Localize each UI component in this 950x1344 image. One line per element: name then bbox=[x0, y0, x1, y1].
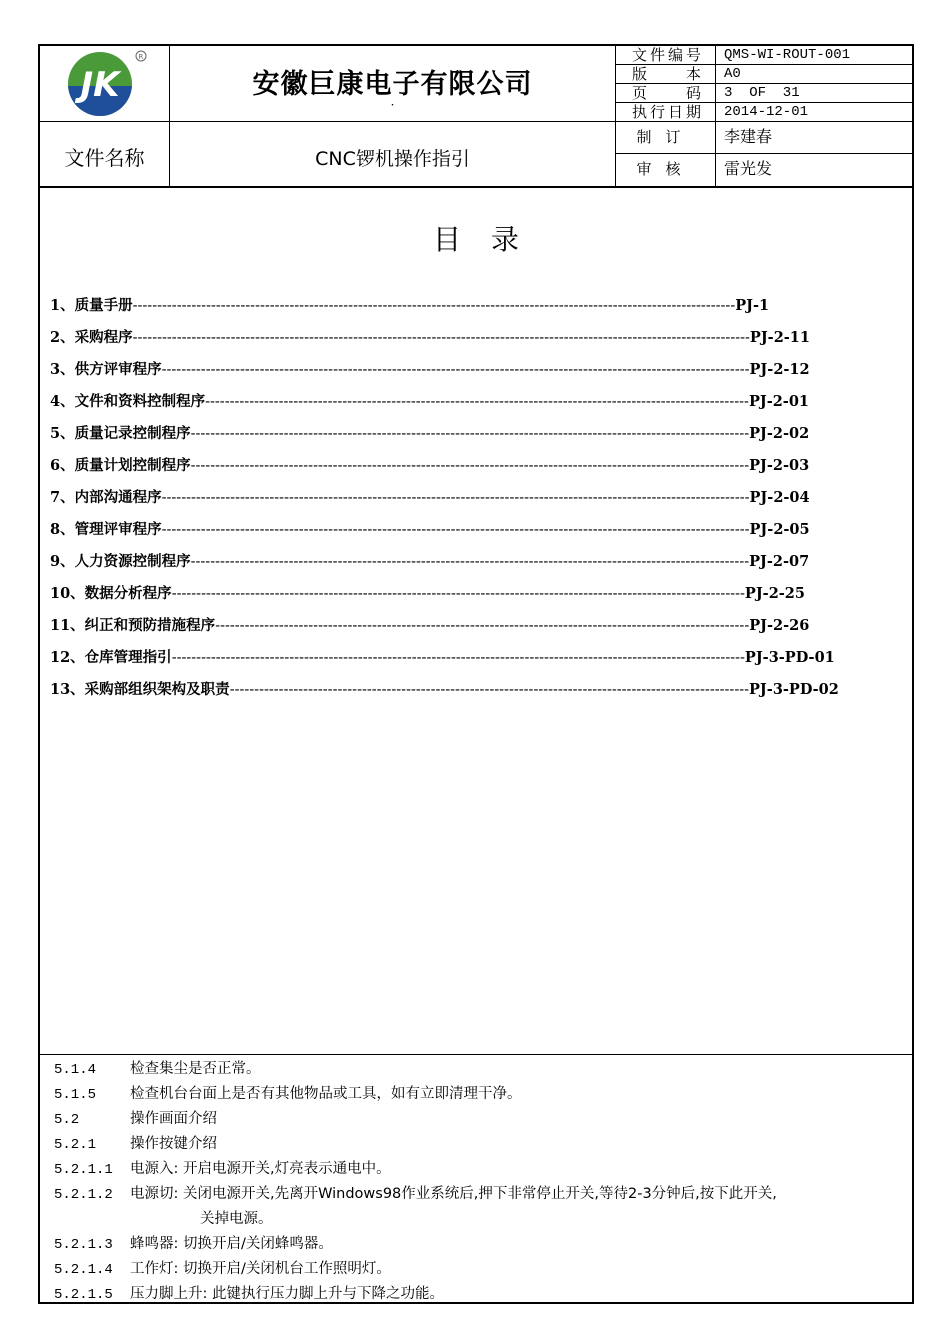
header-divider bbox=[40, 186, 912, 188]
toc-leader: --------------------------------------------------------------------------------------------------------------------------- bbox=[132, 298, 736, 314]
toc-item-label: 7、内部沟通程序 bbox=[50, 489, 162, 506]
meta-value: 2014-12-01 bbox=[724, 104, 809, 120]
toc-item[interactable] bbox=[50, 390, 809, 411]
body-paragraph bbox=[54, 1235, 333, 1254]
meta-value: A0 bbox=[724, 66, 741, 82]
paragraph-continuation: 关掉电源。 bbox=[200, 1211, 273, 1227]
toc-item-code: PJ-1 bbox=[735, 297, 770, 314]
paragraph-text: 检查集尘是否正常。 bbox=[130, 1061, 261, 1077]
meta-label: 页码 bbox=[616, 84, 716, 102]
body-paragraph bbox=[54, 1160, 391, 1179]
toc-item-code: PJ-2-02 bbox=[749, 425, 810, 442]
toc-leader: ------------------------------------------------------------------------------------------------------------- bbox=[215, 618, 750, 634]
toc-leader: ------------------------------------------------------------------------------------------------------------------------ bbox=[161, 490, 750, 506]
toc-leader: ------------------------------------------------------------------------------------------------------------------ bbox=[190, 458, 750, 474]
paragraph-text: 操作画面介绍 bbox=[130, 1111, 217, 1127]
paragraph-number: 5.1.4 bbox=[54, 1062, 97, 1078]
meta-value: 3 OF 31 bbox=[724, 85, 800, 101]
toc-leader: ------------------------------------------------------------------------------------------------------------------------ bbox=[161, 522, 750, 538]
body-paragraph bbox=[54, 1260, 391, 1279]
toc-leader: --------------------------------------------------------------------------------------------------------------------- bbox=[171, 586, 745, 602]
paragraph-number: 5.1.5 bbox=[54, 1087, 97, 1103]
toc-item[interactable] bbox=[50, 358, 810, 379]
toc-item[interactable] bbox=[50, 422, 809, 443]
toc-item-label: 2、采购程序 bbox=[50, 329, 133, 346]
meta-value: QMS-WI-ROUT-001 bbox=[724, 47, 851, 63]
body-paragraph bbox=[54, 1110, 217, 1129]
meta-row-doc-number bbox=[616, 46, 914, 65]
body-paragraph bbox=[54, 1060, 261, 1079]
paragraph-number: 5.2.1.3 bbox=[54, 1237, 113, 1253]
paragraph-number: 5.2.1.2 bbox=[54, 1187, 113, 1203]
toc-item[interactable] bbox=[50, 518, 810, 539]
toc-item-label: 13、采购部组织架构及职责 bbox=[50, 681, 230, 698]
body-paragraph bbox=[54, 1285, 444, 1304]
paragraph-number: 5.2.1.4 bbox=[54, 1262, 113, 1278]
sign-value: 雷光发 bbox=[724, 159, 773, 178]
company-dot: · bbox=[390, 98, 395, 112]
toc-item-code: PJ-2-01 bbox=[748, 393, 810, 410]
meta-row-version bbox=[616, 65, 914, 84]
toc-item-label: 4、文件和资料控制程序 bbox=[50, 393, 206, 410]
toc-item-label: 11、纠正和预防措施程序 bbox=[50, 617, 216, 634]
sign-label: 制订 bbox=[616, 122, 716, 153]
toc-item-code: PJ-3-PD-02 bbox=[749, 681, 839, 698]
company-logo-icon bbox=[40, 46, 170, 122]
meta-row-effective-date bbox=[616, 103, 914, 122]
toc-item-code: PJ-2-26 bbox=[749, 617, 810, 634]
toc-item-code: PJ-2-05 bbox=[749, 521, 810, 538]
toc-item[interactable] bbox=[50, 294, 769, 315]
meta-label: 执行日期 bbox=[616, 103, 716, 121]
doc-name-cell bbox=[170, 122, 616, 186]
toc-item[interactable] bbox=[50, 550, 809, 571]
toc-leader: ------------------------------------------------------------------------------------------------------------------ bbox=[190, 554, 750, 570]
toc-item[interactable] bbox=[50, 326, 810, 347]
toc-item-code: PJ-3-PD-01 bbox=[744, 649, 835, 666]
toc-item-label: 12、仓库管理指引 bbox=[50, 649, 172, 666]
paragraph-number: 5.2.1.1 bbox=[54, 1162, 113, 1178]
toc-item-code: PJ-2-12 bbox=[749, 361, 810, 378]
toc-item[interactable] bbox=[50, 486, 810, 507]
toc-item[interactable] bbox=[50, 614, 809, 635]
toc-leader: --------------------------------------------------------------------------------------------------------------- bbox=[205, 394, 749, 410]
body-paragraph bbox=[54, 1185, 777, 1204]
toc-item[interactable] bbox=[50, 678, 839, 699]
toc-title: 目录 bbox=[432, 223, 549, 256]
body-paragraph bbox=[54, 1135, 217, 1154]
doc-name: CNC锣机操作指引 bbox=[315, 148, 470, 170]
meta-label: 版本 bbox=[616, 65, 716, 83]
toc-leader: ------------------------------------------------------------------------------------------------------------------------ bbox=[161, 362, 750, 378]
logo-cell bbox=[40, 46, 170, 122]
toc-leader: ------------------------------------------------------------------------------------------------------------------------------ bbox=[132, 330, 750, 346]
toc-item-code: PJ-2-04 bbox=[749, 489, 810, 506]
toc-item-label: 5、质量记录控制程序 bbox=[50, 425, 191, 442]
toc-leader: ---------------------------------------------------------------------------------------------------------- bbox=[229, 682, 750, 698]
paragraph-text: 压力脚上升: 此键执行压力脚上升与下降之功能。 bbox=[130, 1286, 444, 1302]
svg-text:R: R bbox=[138, 53, 144, 61]
document-frame bbox=[38, 44, 914, 1304]
sign-value: 李建春 bbox=[724, 127, 773, 146]
paragraph-text: 工作灯: 切换开启/关闭机台工作照明灯。 bbox=[130, 1261, 391, 1277]
toc-leader: ------------------------------------------------------------------------------------------------------------------ bbox=[190, 426, 750, 442]
paragraph-text: 电源切: 关闭电源开关,先离开Windows98作业系统后,押下非常停止开关,等待2-3分钟后,按下此开关, bbox=[130, 1186, 777, 1202]
toc-item-label: 8、管理评审程序 bbox=[50, 521, 162, 538]
toc-item-code: PJ-2-25 bbox=[744, 585, 805, 602]
meta-label: 文件编号 bbox=[616, 46, 716, 64]
company-name: 安徽巨康电子有限公司 bbox=[252, 69, 533, 100]
doc-label: 文件名称 bbox=[64, 146, 145, 170]
toc-item-code: PJ-2-07 bbox=[749, 553, 810, 570]
toc-item[interactable] bbox=[50, 646, 835, 667]
toc-item[interactable] bbox=[50, 454, 809, 475]
sign-row-reviewed bbox=[616, 154, 914, 186]
paragraph-text: 操作按键介绍 bbox=[130, 1136, 217, 1152]
toc-item-label: 1、质量手册 bbox=[50, 297, 133, 314]
toc-item-label: 9、人力资源控制程序 bbox=[50, 553, 191, 570]
body-divider bbox=[40, 1054, 912, 1055]
logo-letters: JK bbox=[80, 65, 120, 105]
doc-label-cell bbox=[40, 122, 170, 186]
sign-row-prepared bbox=[616, 122, 914, 154]
toc-item-label: 10、数据分析程序 bbox=[50, 585, 172, 602]
body-paragraph bbox=[54, 1085, 522, 1104]
sign-label: 审核 bbox=[616, 154, 716, 186]
toc-item-code: PJ-2-11 bbox=[749, 329, 810, 346]
paragraph-text: 蜂鸣器: 切换开启/关闭蜂鸣器。 bbox=[130, 1236, 333, 1252]
toc-item-label: 3、供方评审程序 bbox=[50, 361, 162, 378]
toc-item-code: PJ-2-03 bbox=[749, 457, 810, 474]
paragraph-number: 5.2 bbox=[54, 1112, 80, 1128]
toc-item-label: 6、质量计划控制程序 bbox=[50, 457, 191, 474]
toc-leader: --------------------------------------------------------------------------------------------------------------------- bbox=[171, 650, 745, 666]
paragraph-text: 检查机台台面上是否有其他物品或工具，如有立即清理干净。 bbox=[130, 1086, 522, 1102]
meta-row-page bbox=[616, 84, 914, 103]
toc-item[interactable] bbox=[50, 582, 805, 603]
paragraph-text: 电源入: 开启电源开关,灯亮表示通电中。 bbox=[130, 1161, 391, 1177]
paragraph-number: 5.2.1 bbox=[54, 1137, 97, 1153]
company-cell bbox=[170, 46, 616, 122]
paragraph-number: 5.2.1.5 bbox=[54, 1287, 113, 1303]
